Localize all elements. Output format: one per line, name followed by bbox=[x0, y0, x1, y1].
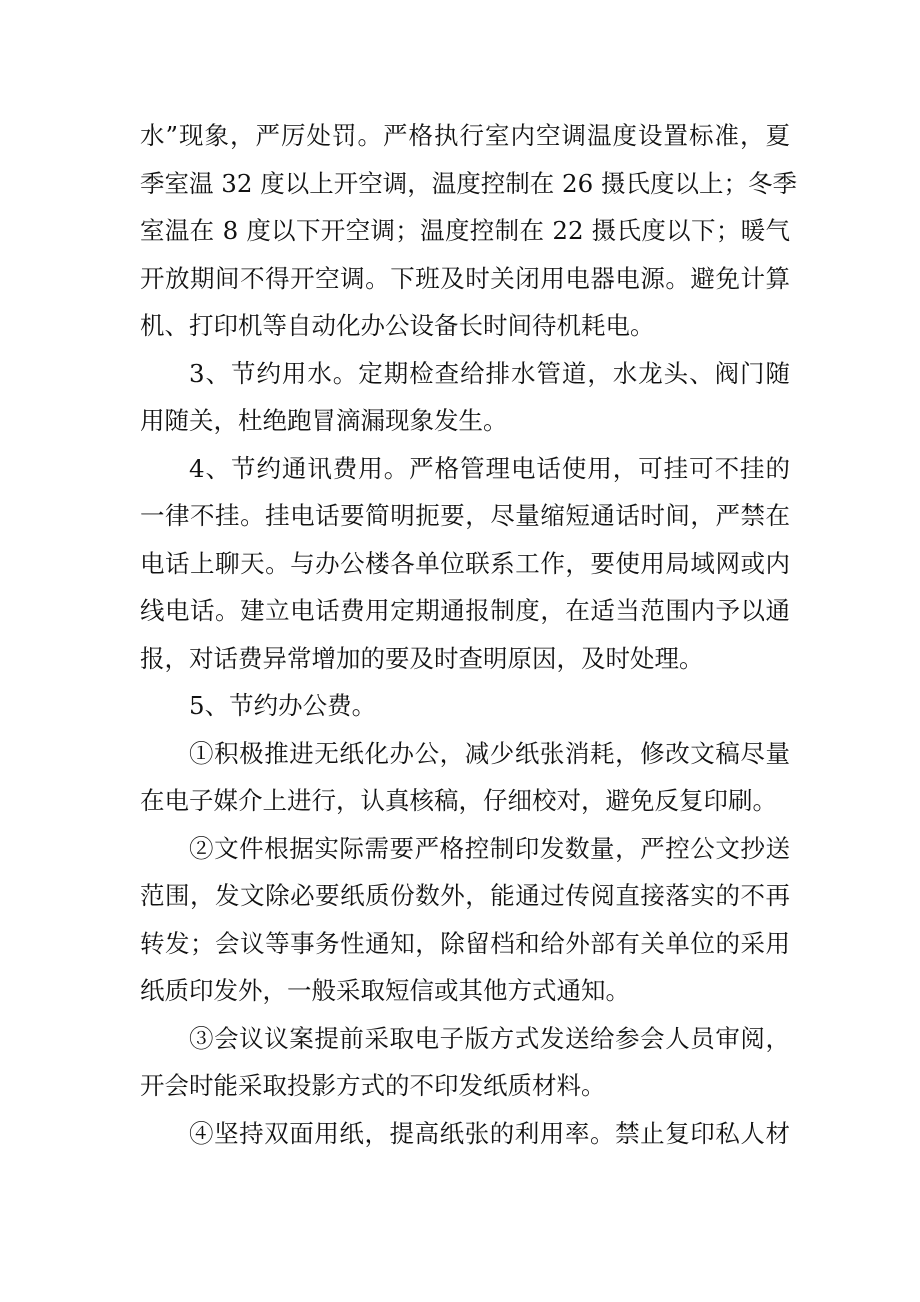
text-line: 转发；会议等事务性通知，除留档和给外部有关单位的采用 bbox=[140, 928, 790, 958]
text-line: ③会议议案提前采取电子版方式发送给参会人员审阅， bbox=[189, 1023, 790, 1053]
document-body bbox=[140, 112, 797, 1157]
paragraph-telecom-saving bbox=[140, 445, 790, 683]
text-line: 电话上聊天。与办公楼各单位联系工作，要使用局域网或内 bbox=[140, 548, 790, 578]
text-line: 3、节约用水。定期检查给排水管道，水龙头、阀门随 bbox=[189, 358, 790, 388]
text-line: 室温在 8 度以下开空调；温度控制在 22 摄氏度以下；暖气 bbox=[140, 216, 790, 245]
text-line: 4、节约通讯费用。严格管理电话使用，可挂可不挂的 bbox=[189, 453, 790, 483]
text-line: ②文件根据实际需要严格控制印发数量，严控公文抄送 bbox=[189, 833, 790, 863]
text-line: ①积极推进无纸化办公，减少纸张消耗，修改文稿尽量 bbox=[189, 738, 790, 768]
paragraph-water-saving bbox=[140, 350, 790, 445]
text-line: 机、打印机等自动化办公设备长时间待机耗电。 bbox=[140, 311, 655, 340]
text-line: 纸质印发外，一般采取短信或其他方式通知。 bbox=[140, 976, 630, 1005]
paragraph-office-cost-heading bbox=[140, 682, 790, 730]
paragraph-item-2-document-printing bbox=[140, 825, 790, 1015]
text-line: 报，对话费异常增加的要及时查明原因，及时处理。 bbox=[140, 643, 704, 673]
text-line: 水”现象，严厉处罚。严格执行室内空调温度设置标准，夏 bbox=[140, 121, 790, 150]
text-line: 范围，发文除必要纸质份数外，能通过传阅直接落实的不再 bbox=[140, 881, 790, 910]
paragraph-item-3-meetings bbox=[140, 1015, 790, 1110]
paragraph-item-1-paperless bbox=[140, 730, 790, 825]
text-line: ④坚持双面用纸，提高纸张的利用率。禁止复印私人材 bbox=[189, 1118, 790, 1148]
text-line: 季室温 32 度以上开空调，温度控制在 26 摄氏度以上；冬季 bbox=[140, 168, 797, 198]
text-line: 开放期间不得开空调。下班及时关闭用电器电源。避免计算 bbox=[140, 263, 790, 293]
text-line: 5、节约办公费。 bbox=[189, 691, 377, 720]
text-line: 一律不挂。挂电话要简明扼要，尽量缩短通话时间，严禁在 bbox=[140, 501, 790, 530]
text-line: 开会时能采取投影方式的不印发纸质材料。 bbox=[140, 1071, 606, 1100]
text-line: 用随关，杜绝跑冒滴漏现象发生。 bbox=[140, 406, 508, 435]
paragraph-item-4-double-sided bbox=[140, 1110, 790, 1158]
text-line: 在电子媒介上进行，认真核稿，仔细校对，避免反复印刷。 bbox=[140, 786, 777, 815]
paragraph-electricity-saving bbox=[140, 112, 797, 350]
text-line: 线电话。建立电话费用定期通报制度，在适当范围内予以通 bbox=[140, 596, 790, 625]
